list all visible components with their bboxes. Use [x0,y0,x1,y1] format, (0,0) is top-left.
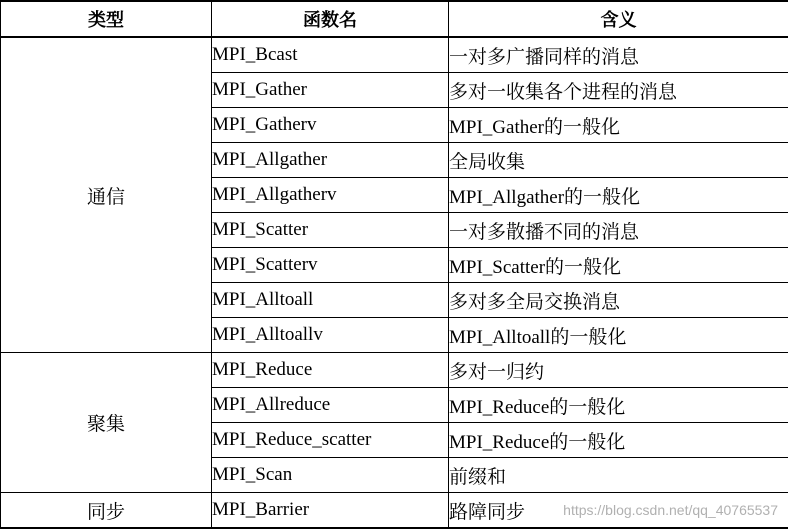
header-row [1,1,788,37]
table-body [1,37,788,528]
meaning-cell: 多对一收集各个进程的消息 [449,73,788,108]
watermark: https://blog.csdn.net/qq_40765537 [563,502,778,518]
function-cell: MPI_Gather [212,73,449,108]
function-cell: MPI_Allgatherv [212,178,449,213]
function-cell: MPI_Allreduce [212,388,449,423]
function-cell: MPI_Scatterv [212,248,449,283]
header-type: 类型 [1,1,212,37]
function-cell: MPI_Allgather [212,143,449,178]
type-cell: 通信 [1,37,212,353]
header-function: 函数名 [212,1,449,37]
meaning-cell: 全局收集 [449,143,788,178]
meaning-cell: 前缀和 [449,458,788,493]
function-cell: MPI_Reduce_scatter [212,423,449,458]
meaning-cell: MPI_Reduce的一般化 [449,423,788,458]
meaning-cell: 一对多广播同样的消息 [449,37,788,73]
meaning-cell: 一对多散播不同的消息 [449,213,788,248]
function-cell: MPI_Scatter [212,213,449,248]
meaning-cell: MPI_Alltoall的一般化 [449,318,788,353]
table-row [1,37,788,73]
function-cell: MPI_Scan [212,458,449,493]
meaning-cell: MPI_Reduce的一般化 [449,388,788,423]
function-cell: MPI_Gatherv [212,108,449,143]
function-cell: MPI_Reduce [212,353,449,388]
function-cell: MPI_Bcast [212,37,449,73]
function-cell: MPI_Barrier [212,493,449,529]
function-cell: MPI_Alltoall [212,283,449,318]
meaning-cell: MPI_Gather的一般化 [449,108,788,143]
type-cell: 聚集 [1,353,212,493]
meaning-cell: 多对一归约 [449,353,788,388]
type-cell: 同步 [1,493,212,529]
function-cell: MPI_Alltoallv [212,318,449,353]
meaning-cell: MPI_Scatter的一般化 [449,248,788,283]
meaning-cell: 路障同步 [449,493,788,529]
header-meaning: 含义 [449,1,788,37]
meaning-cell: MPI_Allgather的一般化 [449,178,788,213]
table-row [1,353,788,388]
meaning-cell: 多对多全局交换消息 [449,283,788,318]
